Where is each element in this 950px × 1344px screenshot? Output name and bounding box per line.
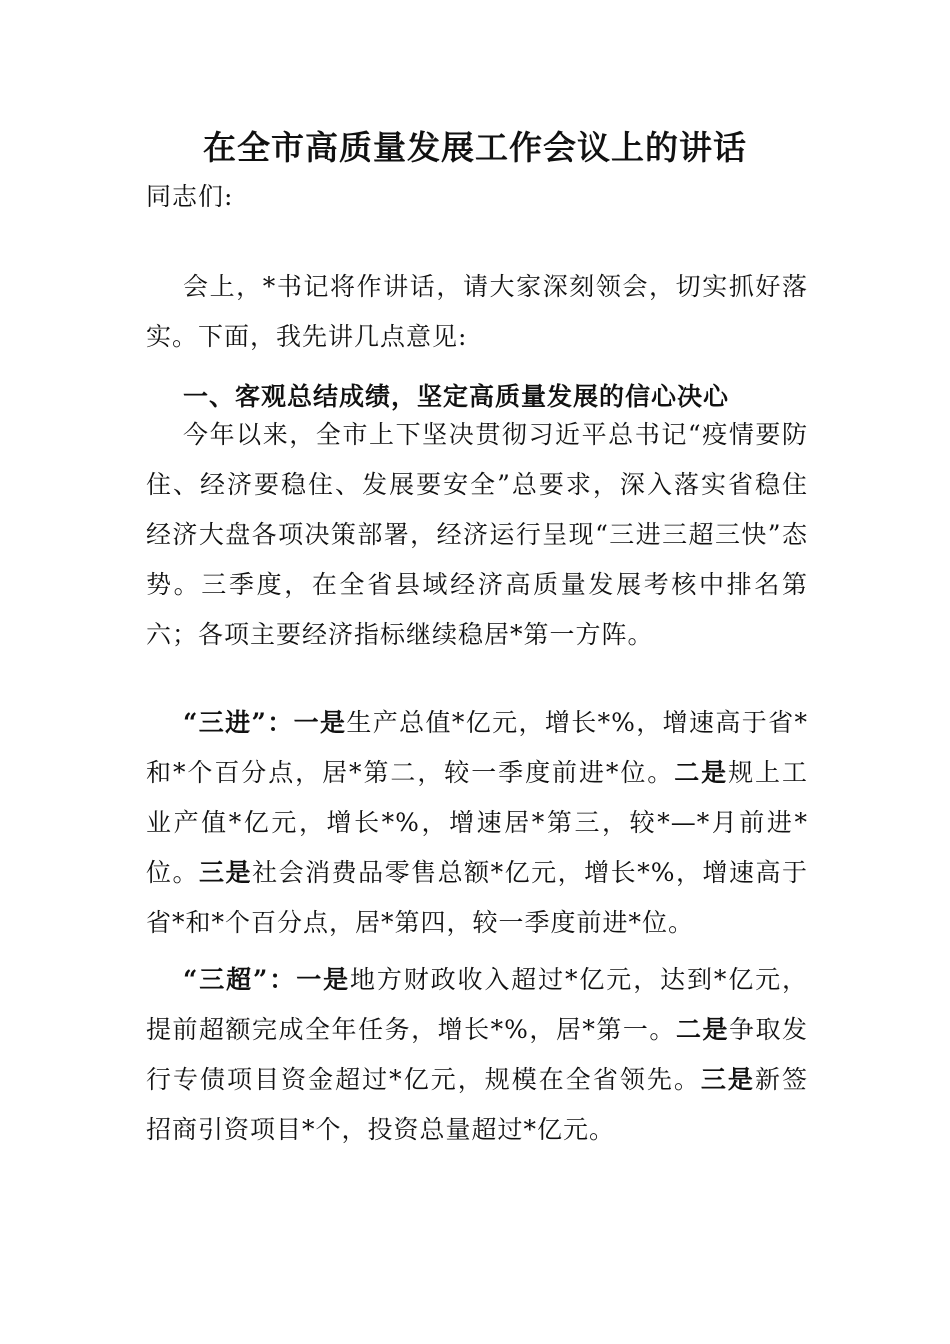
section-heading-1: 一、客观总结成绩，坚定高质量发展的信心决心 [183,382,730,411]
sanjin-item2-text: 规上工业产值*亿元，增长*%，增速居*第三，较*—*月前进*位。 [146,758,808,887]
sanchao-label: “三超”： [183,965,297,994]
sanjin-item2-lead: 二是 [674,758,729,787]
sanjin-item3-text: 社会消费品零售总额*亿元，增长*%，增速高于省*和*个百分点，居*第四，较一季度前进*位。 [146,858,808,937]
sanjin-item3-lead: 三是 [199,858,253,887]
intro-paragraph: 会上，*书记将作讲话，请大家深刻领会，切实抓好落实。下面，我先讲几点意见: [146,272,808,351]
document-title: 在全市高质量发展工作会议上的讲话 [203,128,747,167]
sanchao-item2-lead: 二是 [675,1015,729,1044]
paragraph-overview: 今年以来，全市上下坚决贯彻习近平总书记“疫情要防住、经济要稳住、发展要安全”总要求，深入落实省稳住经济大盘各项决策部署，经济运行呈现“三进三超三快”态势。三季度，在全省县域经济高质量发展考核中排名第六；各项主要经济指标继续稳居*第一方阵。 [146,420,808,649]
sanchao-item1-text: 地方财政收入超过*亿元，达到*亿元，提前超额完成全年任务，增长*%，居*第一。 [146,965,808,1044]
paragraph-sanchao [146,955,808,1155]
sanjin-item1-lead: 一是 [293,708,347,737]
paragraph-sanjin [146,698,808,948]
sanchao-item1-lead: 一是 [296,965,350,994]
sanchao-item3-text: 新签招商引资项目*个，投资总量超过*亿元。 [146,1065,808,1144]
sanchao-item2-text: 争取发行专债项目资金超过*亿元，规模在全省领先。 [146,1015,808,1094]
sanchao-item3-lead: 三是 [700,1065,755,1094]
sanjin-item1-text: 生产总值*亿元，增长*%，增速高于省*和*个百分点，居*第二，较一季度前进*位。 [146,708,808,787]
salutation: 同志们: [146,182,234,211]
sanjin-label: “三进”： [183,708,294,737]
